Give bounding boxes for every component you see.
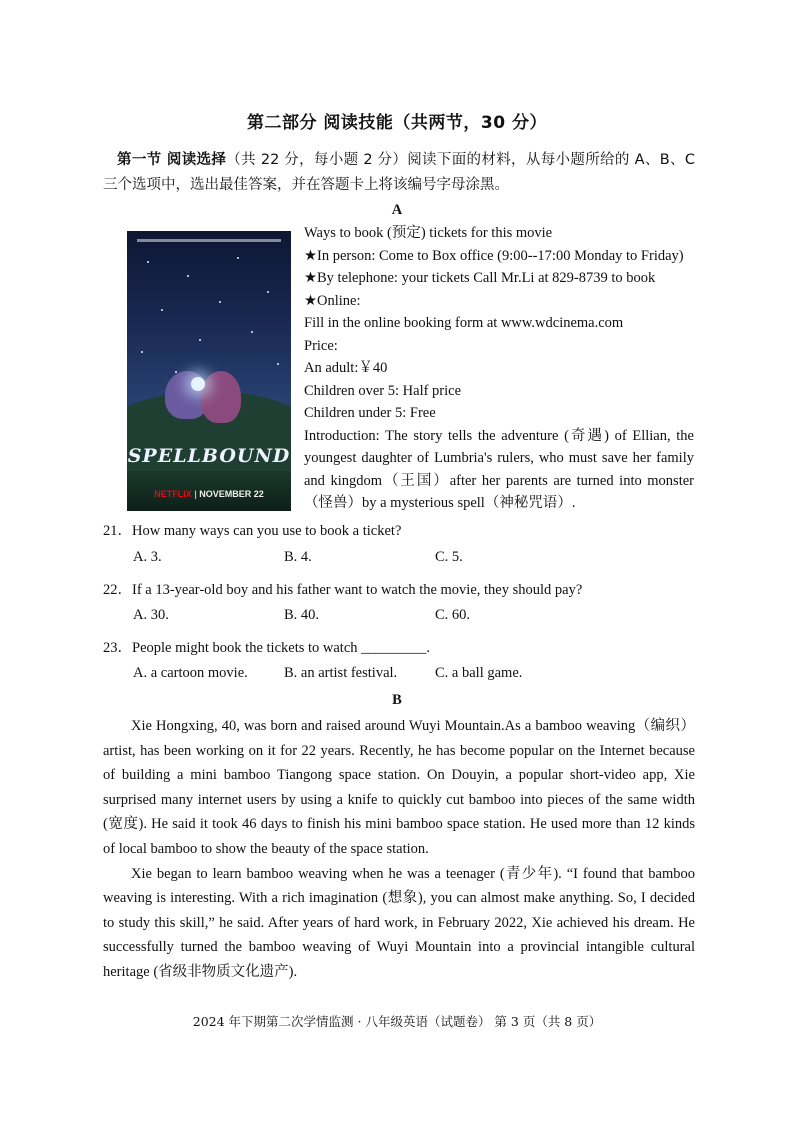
movie-introduction: Introduction: The story tells the adventure (奇遇) of Ellian, the youngest daughter of Lumbria's rulers, who must save her family and kingdom（王国）after her parents are turned into monster（怪兽）by a mysterious spell（神秘咒语）. <box>304 427 694 511</box>
poster-creature-right <box>201 371 241 423</box>
poster-footer: NETFLIX | NOVEMBER 22 <box>154 489 264 499</box>
question-23-options <box>133 665 713 682</box>
movie-poster-image <box>127 231 291 511</box>
part-title: 第二部分 阅读技能（共两节，30 分） <box>247 113 547 133</box>
section-description: （共 22 分，每小题 2 分）阅读下面的材料，从每小题所给的 A、B、C 三个选项中，选出最佳答案，并在答题卡上将该编号字母涂黑。 <box>103 152 695 193</box>
question-22-options <box>133 607 713 624</box>
question-22: 22．If a 13-year-old boy and his father want to watch the movie, they should pay? <box>103 582 583 598</box>
question-21-options <box>133 549 713 566</box>
option-a: A. a cartoon movie. <box>133 665 248 681</box>
option-a: A. 3. <box>133 549 162 565</box>
info-line: Ways to book (预定) tickets for this movie <box>304 225 553 241</box>
passage-a-letter: A <box>391 202 403 218</box>
option-b: B. 4. <box>284 549 312 565</box>
info-line: ★Online: <box>304 292 361 309</box>
info-line: Price: <box>304 337 338 354</box>
poster-credit-line <box>137 239 281 242</box>
passage-b-text <box>103 714 695 985</box>
section-lead: 第一节 阅读选择 <box>117 152 227 168</box>
page-footer: 2024 年下期第二次学情监测 · 八年级英语（试题卷） 第 3 页（共 8 页） <box>192 1014 602 1029</box>
option-a: A. 30. <box>133 607 169 623</box>
option-b: B. an artist festival. <box>284 665 398 681</box>
poster-glow <box>191 377 205 391</box>
option-c: C. a ball game. <box>435 665 523 681</box>
info-line: An adult:￥40 <box>304 360 388 376</box>
info-line: Children over 5: Half price <box>304 382 462 399</box>
passage-b-letter: B <box>392 692 402 708</box>
option-c: C. 5. <box>435 549 463 565</box>
info-line: Children under 5: Free <box>304 405 436 421</box>
info-line: ★By telephone: your tickets Call Mr.Li at 829-8739 to book <box>304 270 656 286</box>
booking-info <box>304 222 694 515</box>
poster-brand: NETFLIX <box>154 489 192 499</box>
question-21: 21．How many ways can you use to book a ticket? <box>103 523 402 539</box>
option-b: B. 40. <box>284 607 320 623</box>
poster-date: NOVEMBER 22 <box>199 489 264 499</box>
info-line: Fill in the online booking form at www.wdcinema.com <box>304 315 624 331</box>
section-instructions <box>103 148 695 198</box>
paragraph: Xie Hongxing, 40, was born and raised around Wuyi Mountain.As a bamboo weaving（编织）artist, has been working on it for 22 years. Recently, he has become popular on the Internet because of building a mini bamboo Tiangong space station. On Douyin, a popular short-video app, Xie surprised many internet users by using a knife to quickly cut bamboo into pieces of the same width (宽度). He said it took 46 days to finish his mini bamboo space station. He used more than 12 kinds of local bamboo to show the beauty of the space station. <box>103 718 695 857</box>
poster-title: SPELLBOUND <box>127 445 291 467</box>
paragraph: Xie began to learn bamboo weaving when he was a teenager (青少年). “I found that bamboo weaving is interesting. With a rich imagination (想象), you can almost make anything. So, I decided to study this skill,” he said. After years of hard work, in February 2022, Xie achieved his dream. He successfully turned the bamboo weaving of Wuyi Mountain into a provincial intangible cultural heritage (省级非物质文化遗产). <box>103 865 695 980</box>
option-c: C. 60. <box>435 607 471 623</box>
info-line: ★In person: Come to Box office (9:00--17:00 Monday to Friday) <box>304 247 684 264</box>
question-23: 23．People might book the tickets to watch _________. <box>103 640 431 656</box>
